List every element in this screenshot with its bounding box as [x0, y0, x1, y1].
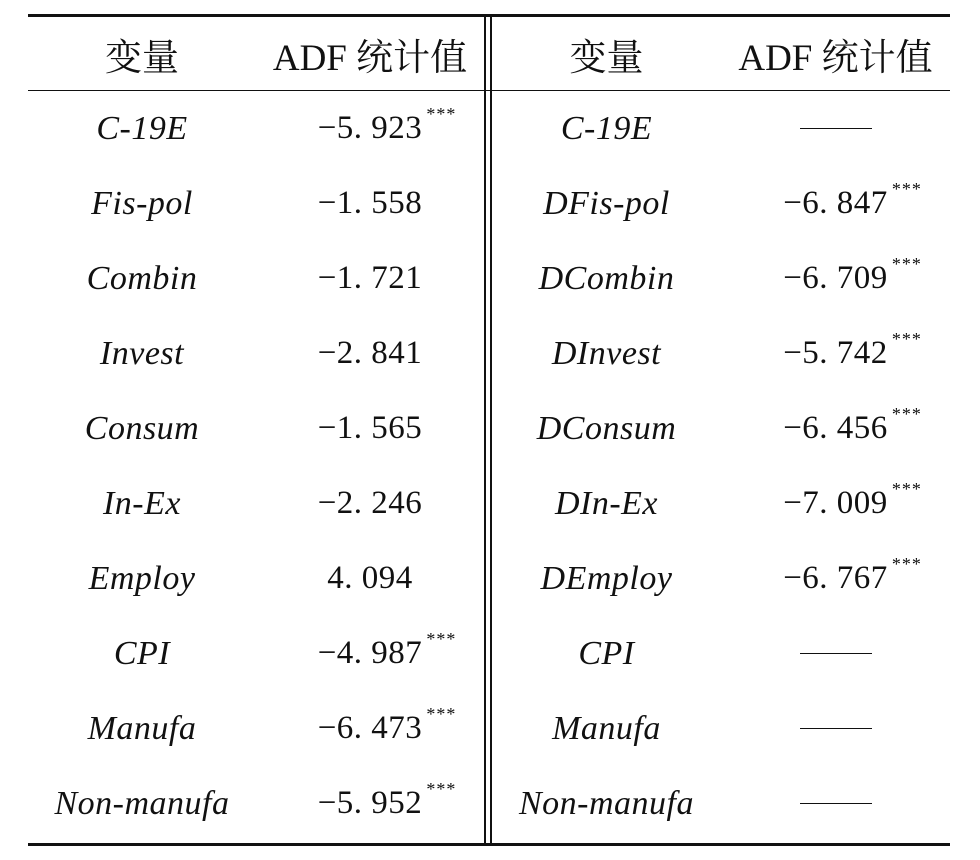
variable-name: CPI — [113, 634, 171, 672]
adf-statistic — [721, 391, 950, 466]
variable-name: Manufa — [552, 709, 661, 747]
adf-statistic — [721, 241, 950, 316]
adf-statistic — [721, 616, 950, 691]
adf-value: −6. 456 — [783, 410, 888, 446]
adf-statistic — [721, 316, 950, 391]
variable-name: In-Ex — [102, 484, 181, 522]
not-applicable-dash — [800, 803, 872, 804]
variable-name: DCombin — [538, 259, 675, 297]
header-row — [28, 17, 950, 90]
bottom-rule — [28, 843, 950, 846]
header-variable-right: 变量 — [569, 37, 644, 79]
table-row — [28, 316, 950, 391]
adf-value: −5. 923 — [317, 110, 423, 146]
adf-statistic — [721, 691, 950, 766]
header-adf-right: ADF 统计值 — [738, 37, 933, 79]
adf-value: −2. 246 — [317, 485, 423, 521]
adf-statistic — [721, 766, 950, 841]
adf-value: 4. 094 — [327, 560, 413, 596]
variable-name: DEmploy — [540, 559, 673, 597]
adf-value: −5. 742 — [783, 335, 888, 371]
not-applicable-dash — [800, 653, 872, 654]
significance-stars: *** — [891, 554, 922, 574]
adf-statistic — [256, 91, 484, 166]
adf-value: −5. 952 — [317, 785, 423, 821]
variable-name: Consum — [84, 409, 200, 447]
adf-statistic — [256, 316, 484, 391]
adf-value: −6. 709 — [783, 260, 888, 296]
variable-name: Non-manufa — [519, 784, 694, 822]
significance-stars: *** — [426, 629, 457, 649]
significance-stars: *** — [891, 479, 922, 499]
adf-statistic — [256, 466, 484, 541]
header-variable-left: 变量 — [105, 37, 179, 79]
adf-value: −6. 847 — [783, 185, 888, 221]
adf-value: −4. 987 — [317, 635, 423, 671]
table-row — [28, 91, 950, 166]
not-applicable-dash — [800, 128, 872, 129]
variable-name: DFis-pol — [543, 184, 670, 222]
adf-statistic — [721, 91, 950, 166]
variable-name: DIn-Ex — [554, 484, 659, 522]
variable-name: Non-manufa — [54, 784, 230, 822]
adf-statistic — [256, 541, 484, 616]
adf-value: −6. 767 — [783, 560, 888, 596]
adf-value: −1. 558 — [317, 185, 423, 221]
adf-value: −2. 841 — [317, 335, 423, 371]
significance-stars: *** — [891, 179, 922, 199]
table-row — [28, 241, 950, 316]
variable-name: Fis-pol — [91, 184, 193, 222]
adf-statistic — [721, 466, 950, 541]
header-adf-left: ADF 统计值 — [272, 37, 468, 79]
variable-name: C-19E — [560, 109, 653, 147]
variable-name: Invest — [99, 334, 185, 372]
variable-name: C-19E — [96, 109, 188, 147]
variable-name: Manufa — [87, 709, 197, 747]
significance-stars: *** — [891, 404, 922, 424]
table-row — [28, 616, 950, 691]
table-row — [28, 466, 950, 541]
adf-value: −1. 721 — [317, 260, 423, 296]
adf-statistic — [256, 616, 484, 691]
adf-statistic — [256, 691, 484, 766]
table-row — [28, 766, 950, 841]
variable-name: Employ — [88, 559, 196, 597]
adf-test-table — [28, 14, 950, 846]
significance-stars: *** — [891, 329, 922, 349]
variable-name: CPI — [578, 634, 635, 672]
not-applicable-dash — [800, 728, 872, 729]
adf-value: −6. 473 — [317, 710, 423, 746]
adf-value: −1. 565 — [317, 410, 423, 446]
variable-name: DInvest — [551, 334, 662, 372]
significance-stars: *** — [426, 779, 457, 799]
significance-stars: *** — [891, 254, 922, 274]
table-row — [28, 541, 950, 616]
table-row — [28, 391, 950, 466]
adf-statistic — [256, 391, 484, 466]
significance-stars: *** — [426, 104, 457, 124]
adf-value: −7. 009 — [783, 485, 888, 521]
variable-name: Combin — [86, 259, 198, 297]
adf-statistic — [256, 241, 484, 316]
adf-statistic — [256, 766, 484, 841]
table-row — [28, 691, 950, 766]
table-row — [28, 166, 950, 241]
adf-statistic — [721, 166, 950, 241]
adf-statistic — [256, 166, 484, 241]
significance-stars: *** — [426, 704, 457, 724]
adf-statistic — [721, 541, 950, 616]
variable-name: DConsum — [536, 409, 677, 447]
